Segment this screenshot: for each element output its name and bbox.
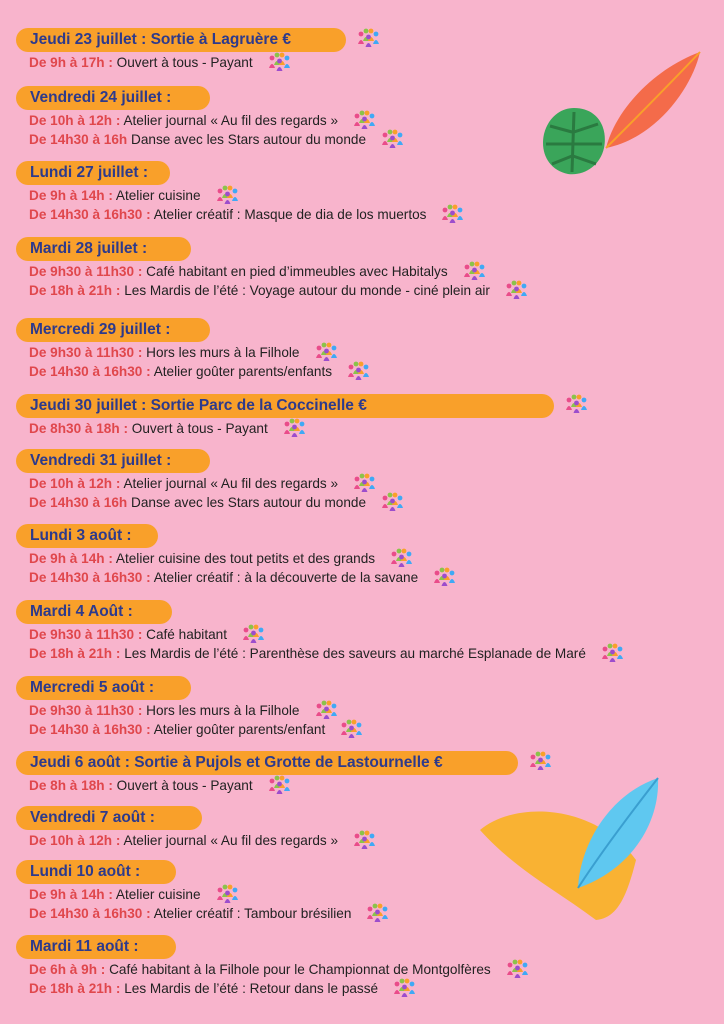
activity-description: Café habitant en pied d’immeubles avec Habitalys [146,264,448,279]
time-range: De 18h à 21h : [29,283,121,298]
day-header: Mardi 11 août : [16,935,176,959]
time-range: De 6h à 9h : [29,962,106,977]
day-header: Mercredi 29 juillet : [16,318,210,342]
schedule-item [16,420,706,437]
time-range: De 14h30 à 16h [29,495,128,510]
family-icon [356,26,382,48]
family-icon [352,108,378,130]
activity-description: Ouvert à tous - Payant [131,421,268,436]
day-header: Mardi 28 juillet : [16,237,191,261]
family-icon [215,882,241,904]
day-header: Vendredi 24 juillet : [16,86,210,110]
time-range: De 9h30 à 11h30 : [29,264,143,279]
time-range: De 9h à 14h : [29,188,113,203]
time-range: De 9h à 14h : [29,551,113,566]
time-range: De 9h30 à 11h30 : [29,703,143,718]
family-icon [600,641,626,663]
activity-description: Café habitant à la Filhole pour le Championnat de Montgolfères [109,962,491,977]
schedule-item [16,569,706,586]
schedule-item [16,187,706,204]
time-range: De 9h30 à 11h30 : [29,345,143,360]
family-icon [215,183,241,205]
activity-description: Atelier créatif : à la découverte de la savane [153,570,419,585]
time-range: De 8h à 18h : [29,778,113,793]
schedule-item [16,282,706,299]
time-range: De 14h30 à 16h [29,132,128,147]
family-icon [380,127,406,149]
activity-description: Atelier cuisine des tout petits et des grands [115,551,376,566]
schedule-item [16,886,706,903]
activity-description: Atelier journal « Au fil des regards » [123,833,339,848]
family-icon [440,202,466,224]
family-icon [282,416,308,438]
day-header: Lundi 10 août : [16,860,176,884]
activity-description: Danse avec les Stars autour du monde [131,132,367,147]
time-range: De 14h30 à 16h30 : [29,207,151,222]
activity-description: Atelier goûter parents/enfant [153,722,326,737]
activity-description: Atelier journal « Au fil des regards » [123,113,339,128]
activity-description: Atelier goûter parents/enfants [153,364,333,379]
family-icon [462,259,488,281]
schedule-item [16,206,706,223]
time-range: De 9h à 17h : [29,55,113,70]
time-range: De 14h30 à 16h30 : [29,906,151,921]
day-block [16,161,706,223]
day-block [16,751,706,794]
time-range: De 14h30 à 16h30 : [29,570,151,585]
day-block [16,524,706,586]
day-header: Mardi 4 Août : [16,600,172,624]
day-header: Jeudi 23 juillet : Sortie à Lagruère € [16,28,346,52]
family-icon [339,717,365,739]
time-range: De 9h à 14h : [29,887,113,902]
family-icon [380,490,406,512]
family-icon [505,957,531,979]
schedule-item [16,131,706,148]
family-icon [528,749,554,771]
time-range: De 18h à 21h : [29,981,121,996]
time-range: De 14h30 à 16h30 : [29,364,151,379]
time-range: De 9h30 à 11h30 : [29,627,143,642]
day-block [16,237,706,299]
family-icon [365,901,391,923]
schedule-item [16,494,706,511]
day-header: Jeudi 30 juillet : Sortie Parc de la Coccinelle € [16,394,554,418]
schedule-item [16,980,706,997]
activity-description: Café habitant [146,627,228,642]
day-block [16,935,706,997]
family-icon [346,359,372,381]
family-icon [267,50,293,72]
activity-description: Atelier créatif : Masque de dia de los muertos [153,207,427,222]
schedule-item [16,777,706,794]
schedule-item [16,263,706,280]
time-range: De 14h30 à 16h30 : [29,722,151,737]
day-header: Lundi 27 juillet : [16,161,170,185]
family-icon [432,565,458,587]
family-icon [314,698,340,720]
activity-description: Les Mardis de l’été : Retour dans le passé [124,981,379,996]
family-icon [564,392,590,414]
activity-description: Ouvert à tous - Payant [116,55,253,70]
activity-description: Atelier créatif : Tambour brésilien [153,906,352,921]
family-icon [352,471,378,493]
day-header: Vendredi 7 août : [16,806,202,830]
schedule-item [16,54,706,71]
time-range: De 18h à 21h : [29,646,121,661]
day-block [16,860,706,922]
time-range: De 10h à 12h : [29,833,121,848]
activity-description: Danse avec les Stars autour du monde [131,495,367,510]
day-header: Lundi 3 août : [16,524,158,548]
activity-description: Les Mardis de l’été : Parenthèse des saveurs au marché Esplanade de Maré [124,646,586,661]
schedule-item [16,905,706,922]
activity-description: Les Mardis de l’été : Voyage autour du monde - ciné plein air [124,283,490,298]
family-icon [392,976,418,998]
day-header: Vendredi 31 juillet : [16,449,210,473]
activity-description: Hors les murs à la Filhole [146,345,300,360]
time-range: De 8h30 à 18h : [29,421,128,436]
day-block [16,394,706,437]
time-range: De 10h à 12h : [29,476,121,491]
day-header: Mercredi 5 août : [16,676,191,700]
activity-description: Atelier cuisine [115,887,201,902]
family-icon [352,828,378,850]
family-icon [504,278,530,300]
family-icon [267,773,293,795]
family-icon [389,546,415,568]
time-range: De 10h à 12h : [29,113,121,128]
day-header: Jeudi 6 août : Sortie à Pujols et Grotte de Lastournelle € [16,751,518,775]
activity-description: Ouvert à tous - Payant [116,778,253,793]
schedule-item [16,961,706,978]
activity-description: Atelier journal « Au fil des regards » [123,476,339,491]
family-icon [314,340,340,362]
schedule-item [16,550,706,567]
family-icon [241,622,267,644]
activity-description: Hors les murs à la Filhole [146,703,300,718]
activity-description: Atelier cuisine [115,188,201,203]
